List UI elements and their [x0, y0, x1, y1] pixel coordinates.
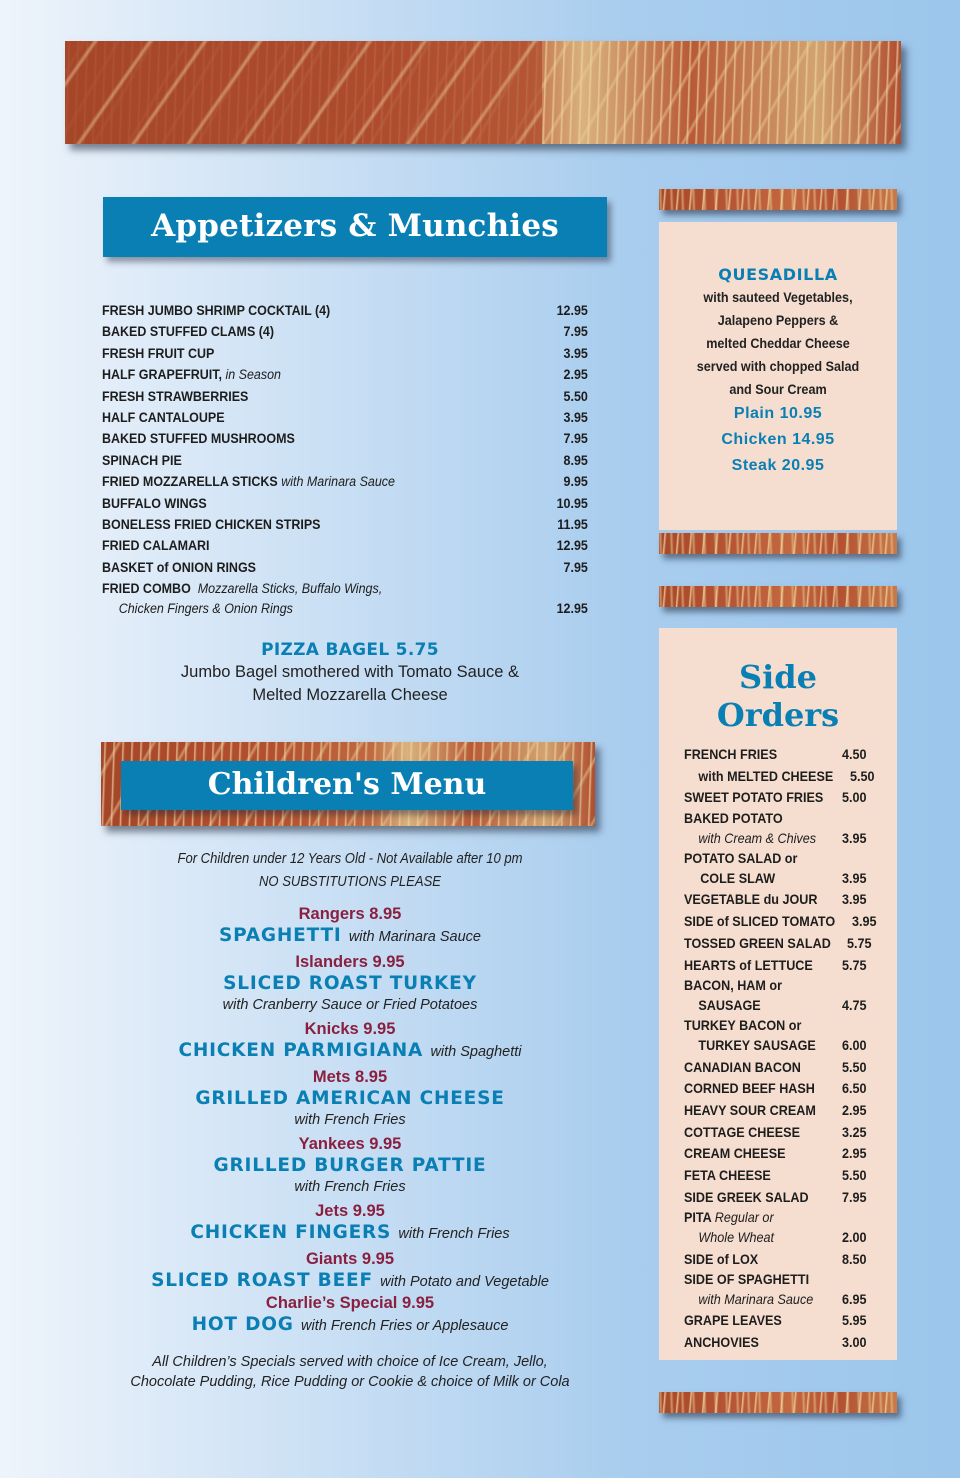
- side-item: [684, 889, 882, 911]
- side-item-name: CREAM CHEESE: [684, 1145, 786, 1162]
- pizza-bagel-desc-1: Jumbo Bagel smothered with Tomato Sauce &: [180, 663, 520, 681]
- kids-item-sub: with Cranberry Sauce or Fried Potatoes: [222, 997, 478, 1013]
- side-orders-title: [659, 658, 897, 734]
- menu-item: [102, 560, 588, 581]
- kids-item-sub: with French Fries: [294, 1112, 406, 1128]
- side-item-name: CORNED BEEF HASH: [684, 1080, 815, 1097]
- side-item-name: COTTAGE CHEESE: [684, 1123, 800, 1140]
- side-item: [684, 933, 882, 955]
- kids-item-inline: with French Fries: [398, 1226, 510, 1242]
- side-item: [684, 1078, 882, 1100]
- appetizers-title: Appetizers & Munchies: [103, 197, 607, 257]
- side-item-name: SAUSAGE: [698, 996, 761, 1013]
- side-item: [684, 1122, 882, 1144]
- side-item-name: SIDE of LOX: [684, 1250, 759, 1267]
- item-price: 3.95: [563, 409, 588, 426]
- side-orders-title-1: Side: [739, 658, 817, 696]
- menu-item: [102, 324, 588, 345]
- menu-item: [102, 517, 588, 538]
- kids-item-inline: with Potato and Vegetable: [380, 1274, 549, 1290]
- side-orders-panel: [659, 628, 897, 1360]
- appetizers-list: [102, 303, 588, 622]
- kids-item-team-price: Giants 9.95: [305, 1250, 395, 1268]
- wood-strip-decor: [659, 533, 897, 554]
- side-item-name: BAKED POTATO: [684, 810, 783, 827]
- side-item: [684, 1227, 882, 1249]
- wood-strip-decor: [659, 189, 897, 210]
- side-item: [684, 1310, 882, 1332]
- kids-item-dish: HOT DOG: [191, 1314, 294, 1335]
- side-item: [684, 787, 882, 809]
- item-name: FRIED CALAMARI: [102, 538, 210, 555]
- side-item-name: BACON, HAM or: [684, 977, 783, 994]
- side-item-name: with Cream & Chives: [698, 829, 817, 846]
- kids-item-dish: CHICKEN FINGERS: [190, 1222, 392, 1243]
- item-price: 7.95: [563, 559, 588, 576]
- side-item-price: [842, 1016, 878, 1035]
- side-item: [684, 744, 882, 766]
- side-item: [684, 1249, 882, 1271]
- side-item-price: 6.95: [842, 1290, 867, 1307]
- side-item: [684, 849, 882, 868]
- item-desc: Mozzarella Sticks, Buffalo Wings,: [197, 581, 383, 598]
- side-item-price: 3.00: [842, 1334, 867, 1351]
- side-item-name: TOSSED GREEN SALAD: [684, 934, 831, 951]
- side-item-name: Whole Wheat: [698, 1228, 775, 1245]
- side-orders-title-2: Orders: [716, 696, 840, 734]
- quesadilla-panel: [659, 222, 897, 530]
- footer-line-2: Chocolate Pudding, Rice Pudding or Cookie & choice of Milk or Cola: [130, 1374, 570, 1390]
- kids-item-inline: with Spaghetti: [430, 1044, 522, 1060]
- side-item: [684, 809, 882, 828]
- menu-item: [102, 389, 588, 410]
- side-item-name: PITA: [684, 1209, 712, 1226]
- side-item: [684, 868, 882, 890]
- item-price: 10.95: [556, 495, 588, 512]
- footer-line-1: All Children’s Specials served with choice of Ice Cream, Jello,: [152, 1354, 548, 1370]
- wood-strip-decor: [659, 1392, 897, 1413]
- menu-item: [102, 474, 588, 495]
- side-item-name: with Marinara Sauce: [698, 1290, 814, 1307]
- menu-item: [102, 538, 588, 559]
- kids-item-team-price: Islanders 9.95: [295, 953, 405, 971]
- kids-item: [100, 904, 600, 948]
- side-item-name: with MELTED CHEESE: [698, 767, 834, 784]
- quesadilla-desc-line: served with chopped Salad: [696, 358, 860, 374]
- item-name: BASKET of ONION RINGS: [102, 559, 256, 576]
- item-price: 12.95: [556, 303, 588, 319]
- side-item-price: 5.50: [842, 1167, 867, 1183]
- pizza-bagel-heading: PIZZA BAGEL 5.75: [261, 640, 439, 660]
- side-item-price: [842, 809, 878, 828]
- item-price: 9.95: [563, 474, 588, 491]
- quesadilla-price-plain: Plain 10.95: [733, 405, 823, 422]
- side-item-price: 6.50: [842, 1080, 867, 1097]
- menu-item: [102, 496, 588, 517]
- side-item-name: POTATO SALAD or: [684, 850, 798, 867]
- side-item: [684, 955, 882, 977]
- side-item-price: 2.95: [842, 1145, 867, 1162]
- side-item-price: 4.50: [842, 746, 867, 762]
- kids-item-team-price: Charlie’s Special 9.95: [265, 1294, 435, 1312]
- kids-item: [100, 1293, 600, 1337]
- kids-item-dish: GRILLED AMERICAN CHEESE: [195, 1088, 505, 1109]
- item-price: 12.95: [556, 538, 588, 555]
- item-price: 7.95: [563, 324, 588, 341]
- menu-item: [102, 303, 588, 324]
- kids-item: [100, 1019, 600, 1063]
- kids-item-inline: with French Fries or Applesauce: [301, 1318, 509, 1334]
- kids-item-team-price: Jets 9.95: [315, 1202, 385, 1220]
- item-name: FRIED MOZZARELLA STICKS: [102, 474, 278, 491]
- side-item-name: HEARTS of LETTUCE: [684, 956, 813, 973]
- side-item-name: ANCHOVIES: [684, 1334, 759, 1351]
- quesadilla-desc-line: and Sour Cream: [729, 381, 827, 397]
- top-wood-banner: [65, 41, 901, 144]
- item-name: HALF GRAPEFRUIT,: [102, 367, 222, 384]
- wood-strip-decor: [659, 586, 897, 607]
- item-price: 11.95: [557, 516, 588, 533]
- menu-item: [102, 410, 588, 431]
- item-name: FRESH FRUIT CUP: [102, 345, 215, 362]
- side-item-name: FETA CHEESE: [684, 1167, 771, 1183]
- quesadilla-desc-line: with sauteed Vegetables,: [703, 289, 853, 305]
- side-item-price: 4.75: [842, 996, 867, 1013]
- side-item: [684, 1332, 882, 1354]
- kids-item-dish: CHICKEN PARMIGIANA: [178, 1040, 424, 1061]
- side-item-name: VEGETABLE du JOUR: [684, 891, 818, 908]
- item-desc: in Season: [225, 367, 282, 384]
- quesadilla-title: QUESADILLA: [718, 265, 838, 284]
- side-item: [684, 1208, 882, 1227]
- side-item: [684, 911, 882, 933]
- side-item-name: COLE SLAW: [700, 869, 776, 886]
- childrens-menu-footer: [100, 1352, 600, 1392]
- item-price: 12.95: [556, 600, 588, 617]
- side-item: [684, 995, 882, 1017]
- menu-item-combo: [102, 581, 588, 622]
- quesadilla-price-chicken: Chicken 14.95: [721, 431, 835, 448]
- side-item-price: 2.95: [842, 1101, 867, 1118]
- item-price: 2.95: [563, 367, 588, 384]
- item-name: FRESH JUMBO SHRIMP COCKTAIL (4): [102, 303, 331, 319]
- side-item-price: 3.95: [842, 869, 867, 886]
- side-item-price: 5.95: [842, 1312, 867, 1329]
- quesadilla-desc-line: Jalapeno Peppers &: [717, 312, 839, 328]
- childrens-menu-title: Children's Menu: [121, 761, 573, 810]
- side-item: [684, 828, 882, 850]
- kids-item-team-price: Knicks 9.95: [304, 1020, 396, 1038]
- side-item-price: 5.50: [842, 1058, 867, 1075]
- side-item-price: [842, 1270, 878, 1289]
- item-price: 7.95: [563, 431, 588, 448]
- kids-item-team-price: Rangers 8.95: [298, 905, 402, 923]
- side-item: [684, 1100, 882, 1122]
- item-name: BAKED STUFFED MUSHROOMS: [102, 431, 295, 448]
- side-item-note: Regular or: [714, 1209, 774, 1226]
- side-item: [684, 976, 882, 995]
- item-desc-cont: Chicken Fingers & Onion Rings: [118, 600, 293, 617]
- item-name: HALF CANTALOUPE: [102, 409, 225, 426]
- side-item: [684, 1035, 882, 1057]
- side-item-price: 5.75: [842, 956, 867, 973]
- side-item: [684, 1143, 882, 1165]
- kids-item-dish: SPAGHETTI: [219, 925, 342, 946]
- intro-line-1: For Children under 12 Years Old - Not Available after 10 pm: [177, 851, 523, 867]
- item-name: BONELESS FRIED CHICKEN STRIPS: [102, 516, 321, 533]
- menu-item: [102, 453, 588, 474]
- side-item-price: 5.75: [847, 934, 872, 951]
- side-item-name: FRENCH FRIES: [684, 746, 778, 762]
- side-item-price: 3.25: [842, 1123, 867, 1140]
- item-name: FRIED COMBO: [102, 581, 191, 598]
- quesadilla-desc-line: melted Cheddar Cheese: [706, 335, 850, 351]
- kids-item-inline: with Marinara Sauce: [348, 929, 481, 945]
- side-item: [684, 1270, 882, 1289]
- kids-item: [100, 1249, 600, 1293]
- pizza-bagel-desc-2: Melted Mozzarella Cheese: [252, 686, 448, 704]
- item-name: BUFFALO WINGS: [102, 495, 207, 512]
- side-item-price: 6.00: [842, 1036, 867, 1053]
- item-name: FRESH STRAWBERRIES: [102, 388, 249, 405]
- side-item: [684, 1057, 882, 1079]
- kids-item-dish: GRILLED BURGER PATTIE: [213, 1155, 487, 1176]
- side-item-name: TURKEY SAUSAGE: [698, 1036, 816, 1053]
- side-item: [684, 766, 882, 788]
- side-item: [684, 1016, 882, 1035]
- kids-item: [100, 1134, 600, 1197]
- side-item-price: [842, 849, 878, 868]
- side-item-name: HEAVY SOUR CREAM: [684, 1101, 816, 1118]
- side-item-name: SIDE GREEK SALAD: [684, 1188, 809, 1205]
- side-item: [684, 1187, 882, 1209]
- kids-item-dish: SLICED ROAST BEEF: [151, 1270, 373, 1291]
- item-price: 3.95: [563, 345, 588, 362]
- menu-item: [102, 346, 588, 367]
- kids-item: [100, 1067, 600, 1130]
- side-item-price: 3.95: [842, 891, 867, 908]
- side-item-name: SIDE of SLICED TOMATO: [684, 913, 836, 930]
- quesadilla-price-steak: Steak 20.95: [731, 457, 825, 474]
- side-item-price: [842, 1208, 878, 1227]
- side-item-price: [842, 976, 878, 995]
- side-item-name: SIDE OF SPAGHETTI: [684, 1271, 810, 1288]
- kids-item-team-price: Mets 8.95: [312, 1068, 388, 1086]
- item-name: SPINACH PIE: [102, 452, 182, 469]
- item-price: 5.50: [563, 388, 588, 405]
- childrens-menu-list: [100, 904, 600, 1341]
- side-item-price: 2.00: [842, 1228, 867, 1245]
- side-item-price: 5.50: [849, 767, 875, 784]
- side-item-name: CANADIAN BACON: [684, 1058, 801, 1075]
- side-item-name: SWEET POTATO FRIES: [684, 789, 824, 806]
- menu-item: [102, 431, 588, 452]
- kids-item-team-price: Yankees 9.95: [298, 1135, 402, 1153]
- pizza-bagel-special: [120, 640, 580, 706]
- side-item: [684, 1289, 882, 1311]
- side-item-name: TURKEY BACON or: [684, 1017, 802, 1034]
- side-item-name: GRAPE LEAVES: [684, 1312, 782, 1329]
- kids-item: [100, 1201, 600, 1245]
- side-item-price: 3.95: [852, 913, 877, 930]
- item-price: 8.95: [563, 452, 588, 469]
- side-item-price: 8.50: [842, 1250, 867, 1267]
- side-orders-list: [659, 744, 897, 1354]
- kids-item: [100, 952, 600, 1015]
- menu-item: [102, 367, 588, 388]
- kids-item-sub: with French Fries: [294, 1179, 406, 1195]
- intro-line-2: NO SUBSTITUTIONS PLEASE: [258, 874, 442, 890]
- kids-item-dish: SLICED ROAST TURKEY: [223, 973, 477, 994]
- side-item-price: 3.95: [842, 829, 867, 846]
- side-item: [684, 1165, 882, 1187]
- side-item-price: 7.95: [842, 1188, 867, 1205]
- childrens-menu-intro: [100, 848, 600, 894]
- side-item-price: 5.00: [842, 789, 867, 806]
- item-desc: with Marinara Sauce: [281, 474, 395, 491]
- item-name: BAKED STUFFED CLAMS (4): [102, 324, 275, 341]
